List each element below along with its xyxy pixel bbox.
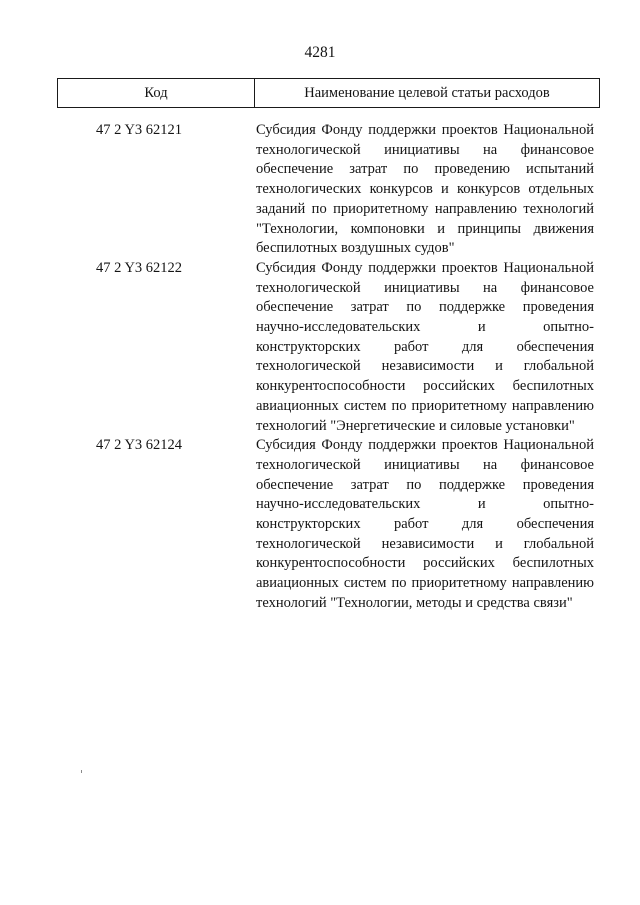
description-line: авиационных систем по приоритетному направлению xyxy=(256,397,594,414)
header-name: Наименование целевой статьи расходов xyxy=(304,84,550,101)
description-line: научно-исследовательских и опытно- xyxy=(256,319,594,336)
entry-code: 47 2 Y3 62122 xyxy=(96,259,183,276)
entry-row xyxy=(0,259,640,436)
description-line: технологической инициативы на финансовое xyxy=(256,141,594,158)
description-line: конструкторских работ для обеспечения xyxy=(256,338,594,355)
description-line: технологических конкурсов и конкурсов отдельных xyxy=(256,181,594,198)
description-line: беспилотных воздушных судов" xyxy=(256,240,455,257)
description-line: технологий "Технологии, методы и средства связи" xyxy=(256,594,573,611)
entry-code: 47 2 Y3 62121 xyxy=(96,122,183,138)
entry-description xyxy=(256,436,594,613)
description-line: технологий "Энергетические и силовые установки" xyxy=(256,417,575,434)
description-line: обеспечение затрат по проведению испытаний xyxy=(256,161,594,178)
description-line: Субсидия Фонду поддержки проектов Национальной xyxy=(256,122,594,138)
description-line: Субсидия Фонду поддержки проектов Национальной xyxy=(256,437,594,454)
description-line: технологической инициативы на финансовое xyxy=(256,279,594,296)
description-line: конкурентоспособности российских беспилотных xyxy=(256,555,594,572)
description-line: технологической инициативы на финансовое xyxy=(256,456,594,473)
entry-row xyxy=(0,436,640,613)
description-line: "Технологии, компоновки и принципы движения xyxy=(256,220,594,237)
description-line: авиационных систем по приоритетному направлению xyxy=(256,575,594,592)
description-line: технологической независимости и глобальной xyxy=(256,358,594,375)
description-line: Субсидия Фонду поддержки проектов Национальной xyxy=(256,259,594,276)
description-line: конкурентоспособности российских беспилотных xyxy=(256,378,594,395)
description-line: технологической независимости и глобальной xyxy=(256,535,594,552)
entries-list xyxy=(0,121,640,614)
description-line: обеспечение затрат по поддержке проведения xyxy=(256,476,594,493)
scan-speck xyxy=(81,770,82,773)
entry-description xyxy=(256,121,594,259)
table-header xyxy=(57,78,600,108)
header-code: Код xyxy=(58,79,255,107)
entry-row xyxy=(0,121,640,259)
entry-code: 47 2 Y3 62124 xyxy=(96,437,183,454)
description-line: обеспечение затрат по поддержке проведения xyxy=(256,299,594,316)
entry-description xyxy=(256,259,594,436)
description-line: заданий по приоритетному направлению технологий xyxy=(256,200,594,217)
description-line: научно-исследовательских и опытно- xyxy=(256,496,594,513)
page-number: 4281 xyxy=(304,44,336,61)
description-line: конструкторских работ для обеспечения xyxy=(256,516,594,533)
